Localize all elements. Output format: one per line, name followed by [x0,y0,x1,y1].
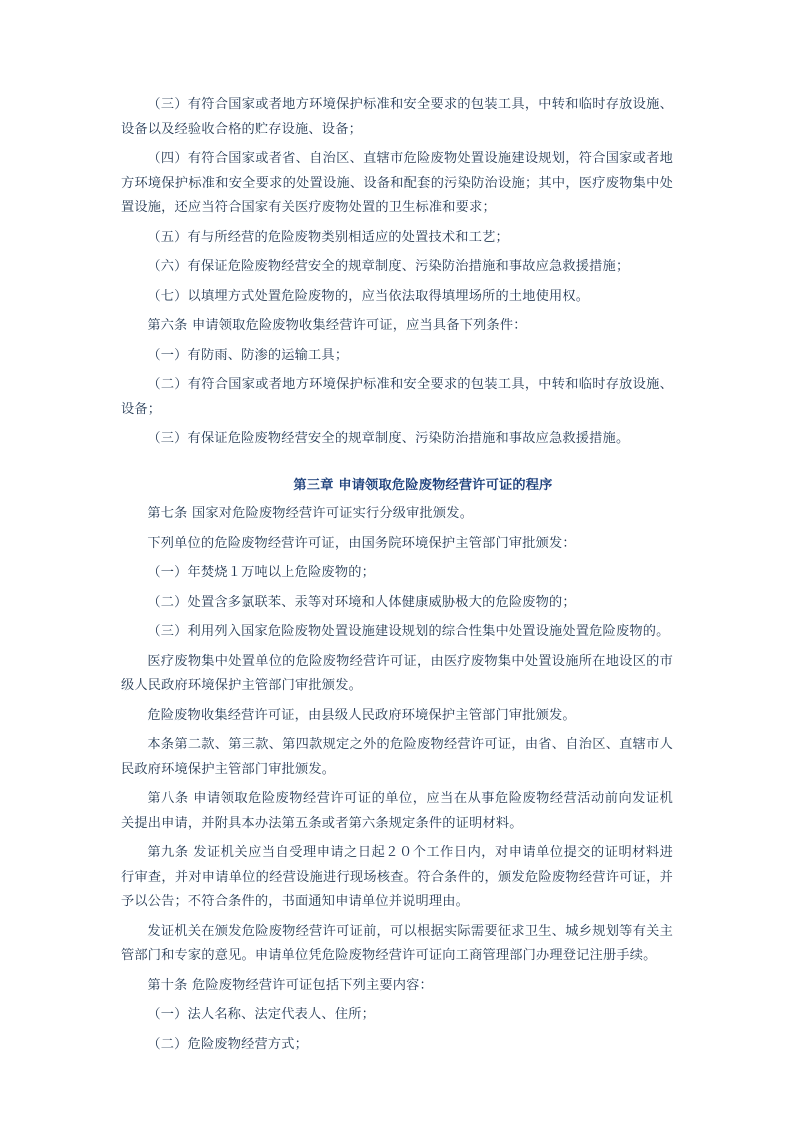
paragraph: （一）有防雨、防渗的运输工具； [147,347,349,363]
paragraph: （二）处置含多氯联苯、汞等对环境和人体健康威胁极大的危险废物的； [147,594,576,610]
chapter-heading: 第三章 申请领取危险废物经营许可证的程序 [293,477,553,493]
paragraph: （四）有符合国家或者省、自治区、直辖市危险废物处置设施建设规划，符合国家或者地方环境保护标准和安全要求的处置设施、设备和配套的污染防治设施；其中，医疗废物集中处置设施，还应当符合国家有关医疗废物处置的卫生标准和要求； [121,151,673,215]
article-paragraph: 第八条 申请领取危险废物经营许可证的单位，应当在从事危险废物经营活动前向发证机关提出申请，并附具本办法第五条或者第六条规定条件的证明材料。 [121,791,673,831]
paragraph: 下列单位的危险废物经营许可证，由国务院环境保护主管部门审批颁发： [147,535,576,551]
paragraph: （三）利用列入国家危险废物处置设施建设规划的综合性集中处置设施处置危险废物的。 [147,624,670,639]
article-paragraph: 第十条 危险废物经营许可证包括下列主要内容： [147,977,433,993]
paragraph: （三）有保证危险废物经营安全的规章制度、污染防治措施和事故应急救援措施。 [147,431,630,446]
paragraph: （七）以填埋方式处置危险废物的，应当依法取得填埋场所的土地使用权。 [147,288,590,304]
paragraph: （五）有与所经营的危险废物类别相适应的处置技术和工艺； [147,229,509,245]
paragraph: 本条第二款、第三款、第四款规定之外的危险废物经营许可证，由省、自治区、直辖市人民政府环境保护主管部门审批颁发。 [121,737,673,777]
paragraph: （六）有保证危险废物经营安全的规章制度、污染防治措施和事故应急救援措施； [147,259,630,274]
paragraph: （二）有符合国家或者地方环境保护标准和安全要求的包装工具，中转和临时存放设施、设备； [121,377,673,417]
article-paragraph: 第九条 发证机关应当自受理申请之日起２０个工作日内，对申请单位提交的证明材料进行审查，并对申请单位的经营设施进行现场核查。符合条件的，颁发危险废物经营许可证，并予以公告；不符合条件的，书面通知申请单位并说明理由。 [121,845,673,909]
paragraph: 医疗废物集中处置单位的危险废物经营许可证，由医疗废物集中处置设施所在地设区的市级人民政府环境保护主管部门审批颁发。 [121,653,673,693]
paragraph: 发证机关在颁发危险废物经营许可证前，可以根据实际需要征求卫生、城乡规划等有关主管部门和专家的意见。申请单位凭危险废物经营许可证向工商管理部门办理登记注册手续。 [121,923,673,963]
paragraph: （三）有符合国家或者地方环境保护标准和安全要求的包装工具，中转和临时存放设施、设备以及经验收合格的贮存设施、设备； [121,97,673,137]
document-body [121,93,673,1062]
article-paragraph: 第六条 申请领取危险废物收集经营许可证，应当具备下列条件： [147,318,527,333]
paragraph: （一）法人名称、法定代表人、住所； [147,1007,375,1022]
article-paragraph: 第七条 国家对危险废物经营许可证实行分级审批颁发。 [147,506,474,521]
paragraph: （二）危险废物经营方式； [147,1036,309,1052]
paragraph: 危险废物收集经营许可证，由县级人民政府环境保护主管部门审批颁发。 [147,707,576,723]
paragraph: （一）年焚烧１万吨以上危险废物的； [147,565,375,580]
